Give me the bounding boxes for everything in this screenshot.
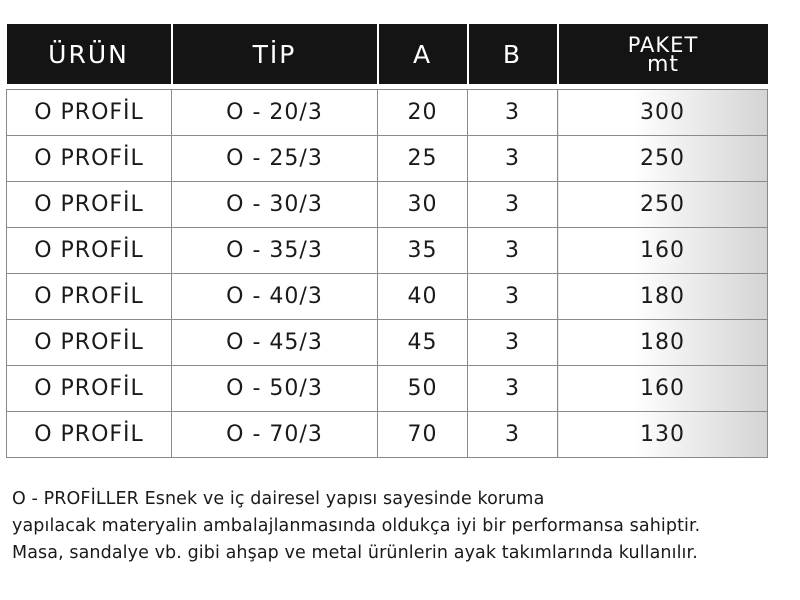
header-package xyxy=(558,24,768,84)
cell-type: O - 45/3 xyxy=(172,320,378,366)
cell-package: 180 xyxy=(558,320,768,366)
table-row xyxy=(7,228,768,274)
cell-type: O - 70/3 xyxy=(172,412,378,458)
cell-package: 160 xyxy=(558,366,768,412)
description-line-3: Masa, sandalye vb. gibi ahşap ve metal ürünlerin ayak takımlarında kullanılır. xyxy=(12,543,698,563)
cell-b: 3 xyxy=(468,366,558,412)
table-header xyxy=(7,24,768,84)
cell-type: O - 20/3 xyxy=(172,90,378,136)
table-row xyxy=(7,90,768,136)
header-a: A xyxy=(378,24,468,84)
cell-product: O PROFİL xyxy=(7,274,172,320)
table-row xyxy=(7,412,768,458)
table-row xyxy=(7,320,768,366)
cell-b: 3 xyxy=(468,412,558,458)
cell-a: 70 xyxy=(378,412,468,458)
header-type: TİP xyxy=(172,24,378,84)
header-b: B xyxy=(468,24,558,84)
header-package-label: PAKET xyxy=(627,33,699,57)
description-line-1: O - PROFİLLER Esnek ve iç dairesel yapısı sayesinde koruma xyxy=(12,489,545,509)
cell-type: O - 30/3 xyxy=(172,182,378,228)
cell-a: 25 xyxy=(378,136,468,182)
cell-b: 3 xyxy=(468,228,558,274)
cell-type: O - 50/3 xyxy=(172,366,378,412)
cell-product: O PROFİL xyxy=(7,90,172,136)
cell-b: 3 xyxy=(468,320,558,366)
cell-a: 30 xyxy=(378,182,468,228)
description-line-2: yapılacak materyalin ambalajlanmasında oldukça iyi bir performansa sahiptir. xyxy=(12,516,701,536)
cell-package: 300 xyxy=(558,90,768,136)
table-row xyxy=(7,366,768,412)
product-description xyxy=(12,486,796,567)
cell-a: 50 xyxy=(378,366,468,412)
cell-b: 3 xyxy=(468,90,558,136)
table-row xyxy=(7,274,768,320)
cell-product: O PROFİL xyxy=(7,412,172,458)
cell-package: 250 xyxy=(558,136,768,182)
header-package-unit: mt xyxy=(646,52,680,77)
cell-a: 45 xyxy=(378,320,468,366)
cell-product: O PROFİL xyxy=(7,228,172,274)
header-product: ÜRÜN xyxy=(7,24,172,84)
cell-type: O - 35/3 xyxy=(172,228,378,274)
table-row xyxy=(7,182,768,228)
cell-b: 3 xyxy=(468,136,558,182)
cell-package: 250 xyxy=(558,182,768,228)
cell-product: O PROFİL xyxy=(7,366,172,412)
cell-b: 3 xyxy=(468,274,558,320)
cell-type: O - 25/3 xyxy=(172,136,378,182)
cell-product: O PROFİL xyxy=(7,320,172,366)
table-body xyxy=(7,84,768,458)
cell-package: 180 xyxy=(558,274,768,320)
cell-a: 40 xyxy=(378,274,468,320)
cell-type: O - 40/3 xyxy=(172,274,378,320)
cell-b: 3 xyxy=(468,182,558,228)
cell-package: 130 xyxy=(558,412,768,458)
table-row xyxy=(7,136,768,182)
product-spec-table xyxy=(6,24,768,458)
cell-package: 160 xyxy=(558,228,768,274)
cell-product: O PROFİL xyxy=(7,136,172,182)
cell-a: 20 xyxy=(378,90,468,136)
cell-product: O PROFİL xyxy=(7,182,172,228)
cell-a: 35 xyxy=(378,228,468,274)
